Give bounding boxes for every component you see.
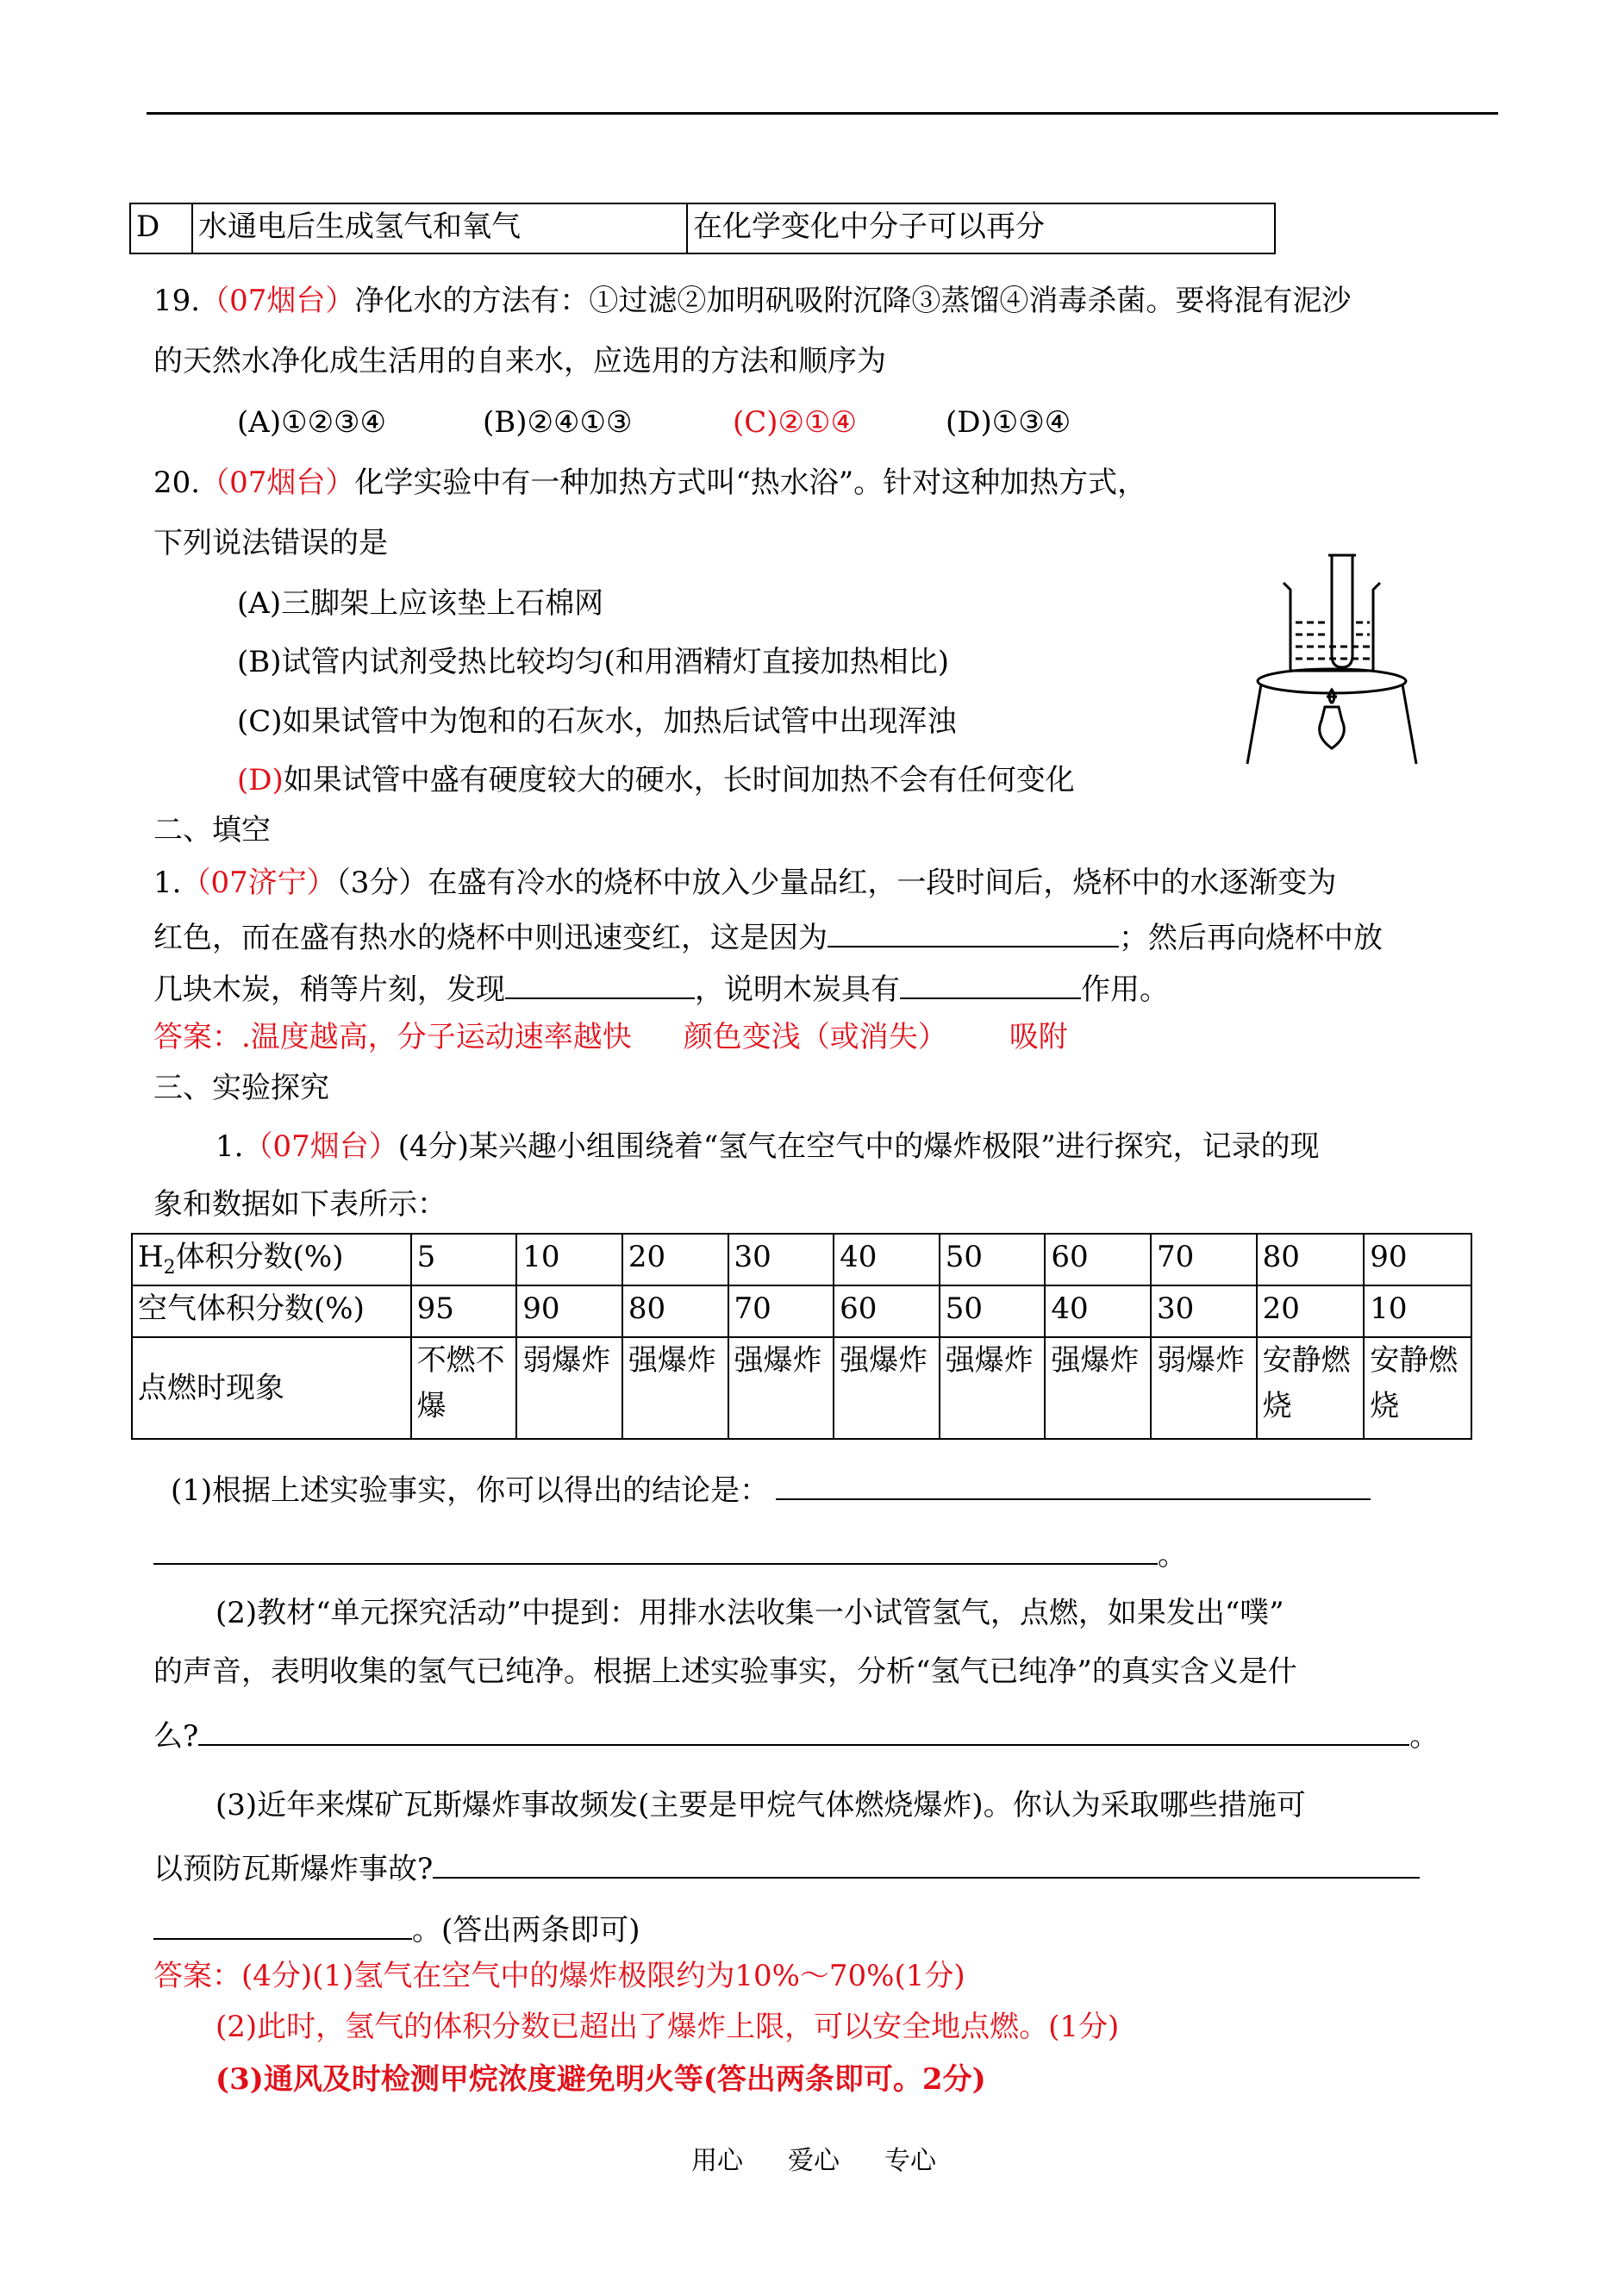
table-cell: 80 [1257,1234,1365,1285]
table-row [130,203,1275,253]
table-cell: 40 [834,1234,940,1285]
table-row [132,1285,1471,1337]
table-cell: 强爆炸 [834,1337,940,1439]
fill1-source: （07济宁） [181,866,336,900]
table-row [132,1234,1471,1285]
sub3-blank-2[interactable] [153,1912,412,1940]
q19-line1 [153,286,1351,316]
table-cell: 安静燃烧 [1257,1337,1365,1439]
sub1-blank-2[interactable] [153,1537,1158,1565]
q19-number: 19. [153,284,201,318]
table-cell: 10 [1364,1285,1471,1337]
q19-option-d: (D)①③④ [946,405,1071,440]
section-3-title: 三、实验探究 [153,1071,329,1105]
fill1-blank-1[interactable] [828,920,1119,947]
sub2-line2: 的声音，表明收集的氢气已纯净。根据上述实验事实，分析“氢气已纯净”的真实含义是什 [153,1654,1297,1689]
q19-option-b: (B)②④①③ [483,405,633,440]
table-cell: 30 [728,1234,834,1285]
fill1-line3 [153,972,1169,1007]
table-cell: 80 [622,1285,728,1337]
fill1-text3b: ，说明木炭具有 [695,972,900,1007]
footer-word-1: 用心 [691,2146,743,2176]
exp1-line2: 象和数据如下表所示： [153,1187,447,1222]
table-cell: 60 [1045,1234,1151,1285]
q19-option-c: (C)②①④ [733,405,857,440]
sub1-line2 [153,1537,1187,1573]
q20-option-d-label: (D) [237,763,284,797]
table-cell: 50 [940,1285,1046,1337]
table-cell: 95 [411,1285,517,1337]
fill1-text2b: ；然后再向烧杯中放 [1119,921,1383,955]
table-cell: 弱爆炸 [1151,1337,1257,1439]
fill1-line1 [153,866,1337,900]
header-rule [147,112,1498,115]
exp1-text1: (4分)某兴趣小组围绕着“氢气在空气中的爆炸极限”进行探究，记录的现 [397,1129,1320,1164]
sub2-text3: 么? [153,1719,199,1754]
fill1-number: 1. [153,866,182,900]
footer-word-3: 专心 [884,2146,936,2176]
top-table-cell-explain: 在化学变化中分子可以再分 [687,203,1275,253]
sub1-blank-1[interactable] [776,1473,1371,1500]
q19-source: （07烟台） [200,284,355,318]
row1-label-sub: 2 [163,1256,176,1279]
sub3-line1: (3)近年来煤矿瓦斯爆炸事故频发(主要是甲烷气体燃烧爆炸)。你认为采取哪些措施可 [215,1788,1306,1823]
table-cell: 安静燃烧 [1364,1337,1471,1439]
q20-line1 [153,466,1147,500]
table-cell: 不燃不爆 [411,1337,517,1439]
fill1-answer-3: 吸附 [1009,1020,1068,1054]
answer-line-3: (3)通风及时检测甲烷浓度避免明火等(答出两条即可。2分) [215,2062,986,2097]
fill1-text3c: 作用。 [1081,972,1169,1007]
fill1-text2a: 红色，而在盛有热水的烧杯中则迅速变红，这是因为 [153,921,828,955]
table-cell: 强爆炸 [940,1337,1046,1439]
q20-text1: 化学实验中有一种加热方式叫“热水浴”。针对这种加热方式， [354,466,1147,500]
sub3-line2 [153,1851,1420,1884]
answer-line-1: 答案：(4分)(1)氢气在空气中的爆炸极限约为10%～70%(1分) [153,1959,965,1993]
sub3-text3: 。(答出两条即可) [412,1913,640,1948]
table-cell: 强爆炸 [622,1337,728,1439]
exp1-number: 1. [215,1129,244,1164]
table-cell: 90 [516,1285,622,1337]
section-2-title: 二、填空 [153,813,271,847]
top-table-cell-fact: 水通电后生成氢气和氧气 [192,203,687,253]
table-cell: 强爆炸 [1045,1337,1151,1439]
exp1-source: （07烟台） [243,1129,398,1164]
q20-option-d-text: 如果试管中盛有硬度较大的硬水，长时间加热不会有任何变化 [283,763,1075,797]
sub3-line3 [153,1912,640,1948]
fill1-blank-2[interactable] [505,972,695,999]
q19-option-a: (A)①②③④ [237,405,387,440]
table-cell: 20 [622,1234,728,1285]
table-cell: 90 [1364,1234,1471,1285]
q20-option-a: (A)三脚架上应该垫上石棉网 [237,586,604,621]
sub2-end: 。 [1409,1719,1440,1754]
sub1-end: 。 [1158,1538,1187,1573]
q20-source: （07烟台） [200,466,355,500]
sub1-line1 [171,1473,1371,1508]
q20-option-c: (C)如果试管中为饱和的石灰水，加热后试管中出现浑浊 [237,704,957,739]
fill1-text1: （3分）在盛有冷水的烧杯中放入少量品红，一段时间后，烧杯中的水逐渐变为 [335,866,1337,900]
table-cell: 70 [1151,1234,1257,1285]
q20-option-d [237,763,1075,797]
row3-label: 点燃时现象 [132,1337,411,1439]
answer-line-2: (2)此时，氢气的体积分数已超出了爆炸上限，可以安全地点燃。(1分) [215,2010,1120,2044]
table-cell: 30 [1151,1285,1257,1337]
fill1-line2 [153,920,1383,953]
table-row [132,1337,1471,1439]
q20-option-b: (B)试管内试剂受热比较均匀(和用酒精灯直接加热相比) [237,645,950,679]
table-cell: 强爆炸 [728,1337,834,1439]
row1-label-rest: 体积分数(%) [175,1240,344,1274]
q19-line2: 的天然水净化成生活用的自来水，应选用的方法和顺序为 [153,344,886,378]
table-cell: 40 [1045,1285,1151,1337]
sub1-text: (1)根据上述实验事实，你可以得出的结论是： [171,1473,770,1508]
footer [691,2148,936,2174]
q20-line2: 下列说法错误的是 [153,526,388,560]
row2-label: 空气体积分数(%) [132,1285,411,1337]
top-table-cell-d: D [130,203,192,253]
fill1-blank-3[interactable] [900,972,1081,999]
sub2-line1: (2)教材“单元探究活动”中提到：用排水法收集一小试管氢气，点燃，如果发出“噗” [215,1596,1284,1630]
row1-label-h: H [138,1240,164,1274]
table-cell: 10 [516,1234,622,1285]
fill1-answer-1: 答案：.温度越高，分子运动速率越快 [153,1020,632,1054]
fill1-answer [153,1022,1068,1052]
fill1-text3a: 几块木炭，稍等片刻，发现 [153,972,505,1007]
test-tube-shape [1332,555,1352,667]
table-cell: 弱爆炸 [516,1337,622,1439]
table-cell: 50 [940,1234,1046,1285]
q20-number: 20. [153,466,201,500]
water-bath-apparatus-illustration [1246,552,1504,776]
top-table [129,203,1276,254]
sub3-blank-1[interactable] [433,1851,1420,1879]
table-cell: 60 [834,1285,940,1337]
row1-label [132,1234,411,1285]
sub2-line3 [153,1718,1440,1754]
footer-word-2: 爱心 [788,2146,840,2176]
table-cell: 5 [411,1234,517,1285]
alcohol-lamp-shape [1320,697,1345,748]
sub2-blank[interactable] [198,1718,1409,1746]
sub3-text2: 以预防瓦斯爆炸事故? [153,1852,434,1886]
table-cell: 20 [1257,1285,1365,1337]
table-cell: 70 [728,1285,834,1337]
fill1-answer-2: 颜色变浅（或消失） [683,1020,947,1054]
hydrogen-data-table [131,1233,1472,1440]
exp1-line1 [215,1129,1320,1164]
q19-text1: 净化水的方法有：①过滤②加明矾吸附沉降③蒸馏④消毒杀菌。要将混有泥沙 [354,284,1352,318]
